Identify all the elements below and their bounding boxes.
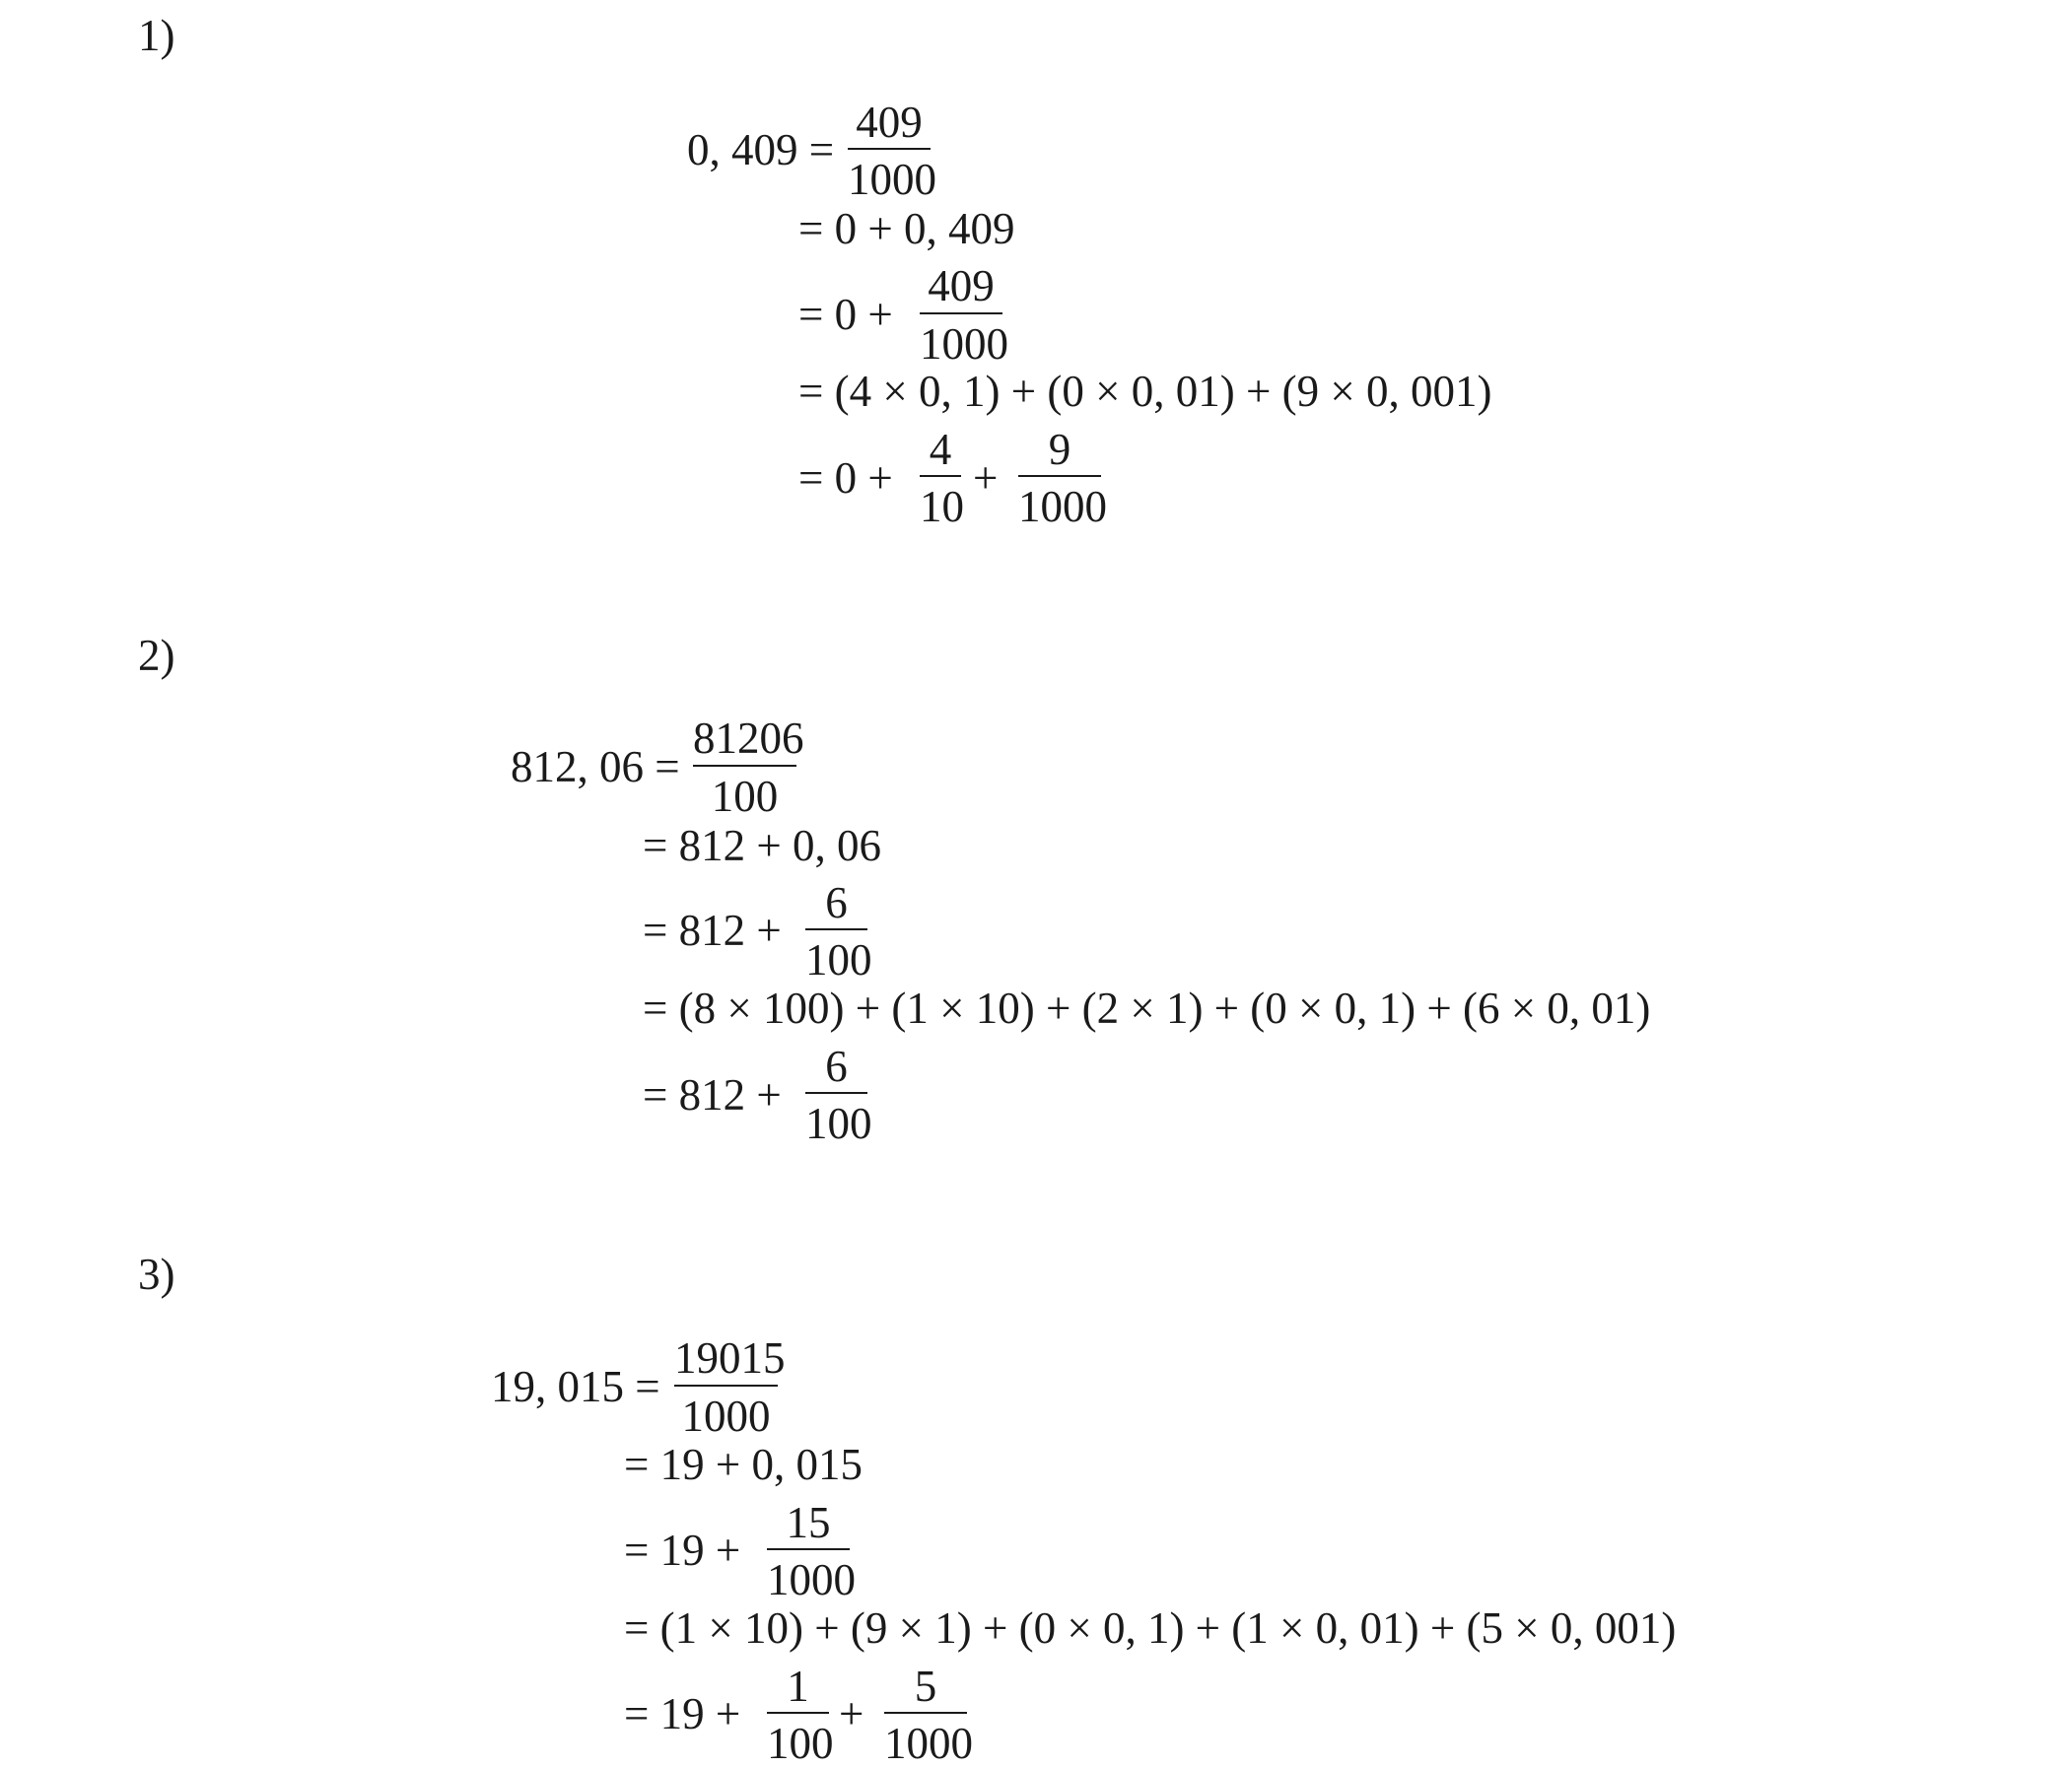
fraction-numerator: 6 [825,1042,848,1091]
plus-sign: + [973,453,999,503]
equation-step: = (1 × 10) + (9 × 1) + (0 × 0, 1) + (1 × 0, 01) + (5 × 0, 001) [624,1603,1677,1653]
fraction-numerator: 9 [1048,425,1071,474]
fraction-denominator: 100 [805,1099,872,1148]
problem-number-2: 2) [138,631,175,680]
fraction-denominator: 1000 [884,1719,973,1768]
equation-step: = 0 + [798,290,893,339]
equation-step: = 0 + 0, 409 [798,204,1015,253]
equation-step: = 19 + [624,1689,741,1738]
fraction-numerator: 1 [787,1662,809,1711]
equation-step: = (8 × 100) + (1 × 10) + (2 × 1) + (0 × 0, 1) + (6 × 0, 01) [643,984,1651,1033]
fraction-numerator: 81206 [693,714,804,763]
fraction-numerator: 6 [825,878,848,927]
equation-step: = 0 + [798,453,893,503]
fraction-bar [767,1712,829,1714]
fraction-denominator: 1000 [920,319,1008,369]
problem-number-1: 1) [138,11,175,60]
equation-step: = 812 + [643,1070,782,1120]
fraction-denominator: 1000 [681,1392,771,1441]
fraction-bar [674,1385,778,1387]
fraction-denominator: 100 [767,1719,834,1768]
fraction-numerator: 15 [786,1498,831,1547]
fraction-numerator: 19015 [674,1333,786,1383]
fraction-numerator: 409 [856,98,923,147]
equation-step: = (4 × 0, 1) + (0 × 0, 01) + (9 × 0, 001) [798,367,1492,416]
plus-sign: + [839,1689,864,1738]
equation-step: = 19 + 0, 015 [624,1440,863,1489]
fraction-denominator: 100 [711,772,779,821]
fraction-denominator: 1000 [767,1555,856,1604]
fraction-numerator: 5 [914,1662,937,1711]
fraction-numerator: 409 [928,261,995,310]
fraction-bar [767,1548,850,1550]
fraction-bar [884,1712,967,1714]
fraction-denominator: 1000 [1018,482,1107,531]
fraction-denominator: 100 [805,935,872,985]
equation-step: = 812 + [643,906,782,955]
equation-step: = 812 + 0, 06 [643,821,882,870]
fraction-denominator: 1000 [848,155,936,204]
fraction-numerator: 4 [929,425,952,474]
equation-step: = 19 + [624,1526,741,1575]
fraction-denominator: 10 [920,482,964,531]
problem-number-3: 3) [138,1250,175,1299]
equation-lhs: 19, 015 = [491,1362,660,1411]
equation-lhs: 812, 06 = [511,742,680,791]
equation-lhs: 0, 409 = [687,125,835,174]
